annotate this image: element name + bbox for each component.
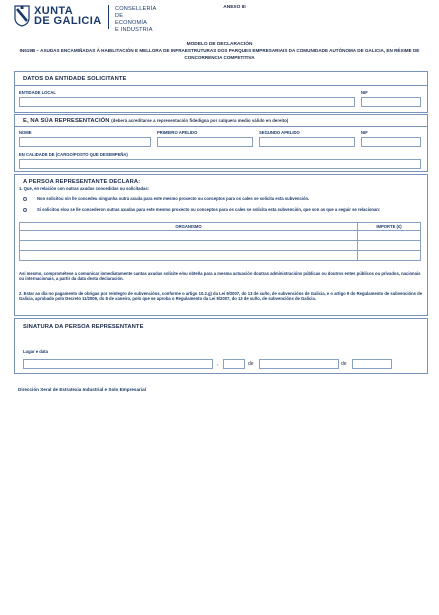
section-entidade bbox=[14, 71, 428, 113]
consel-line2: DE ECONOMÍA bbox=[115, 13, 148, 26]
importe-cell[interactable] bbox=[358, 231, 421, 241]
declaration-item-1: 1. Que, en relación con outras axudas concedidas ou solicitadas: bbox=[19, 186, 150, 191]
calidade-label: EN CALIDADE DE (CARGO/POSTO QUE DESEMPEÑA) bbox=[19, 152, 128, 157]
footer-text: Dirección Xeral de Estratexia Industrial e Solo Empresarial bbox=[18, 387, 146, 392]
de-separator: de bbox=[248, 361, 254, 367]
section-divider bbox=[15, 85, 427, 86]
segundo-apelido-label: SEGUNDO APELIDO bbox=[259, 130, 300, 135]
segundo-apelido-input[interactable] bbox=[259, 137, 355, 147]
consel-line1: CONSELLERÍA bbox=[115, 6, 157, 12]
representacion-note: (deberá acreditarse a representación fidedigna por calquera medio válido en dereito) bbox=[111, 118, 289, 123]
xunta-line2: DE GALICIA bbox=[34, 15, 102, 27]
option-non-solicitou-radio[interactable] bbox=[23, 197, 27, 201]
conselleria-wordmark bbox=[115, 6, 156, 34]
other-aids-table bbox=[19, 222, 421, 261]
form-title: MODELO DE DECLARACIÓN bbox=[186, 42, 253, 47]
section-sinatura bbox=[14, 318, 428, 374]
calidade-input[interactable] bbox=[19, 159, 421, 169]
table-header-row bbox=[20, 223, 421, 231]
section-title: A PERSOA REPRESENTANTE DECLARA: bbox=[23, 179, 141, 185]
organismo-cell[interactable] bbox=[20, 231, 358, 241]
organismo-cell[interactable] bbox=[20, 241, 358, 251]
organismo-cell[interactable] bbox=[20, 251, 358, 261]
section-title: DATOS DA ENTIDADE SOLICITANTE bbox=[23, 76, 127, 82]
page-header bbox=[0, 0, 439, 40]
nif-label: NIF bbox=[361, 130, 368, 135]
comma-separator: , bbox=[217, 361, 219, 367]
consel-line3: E INDUSTRIA bbox=[115, 27, 153, 33]
annex-label: ANEXO III bbox=[223, 5, 246, 10]
nif-label: NIF bbox=[361, 90, 368, 95]
de-separator: de bbox=[341, 361, 347, 367]
option-si-solicitou-radio[interactable] bbox=[23, 208, 27, 212]
importe-cell[interactable] bbox=[358, 251, 421, 261]
organismo-header: ORGANISMO bbox=[20, 223, 358, 231]
nome-input[interactable] bbox=[19, 137, 151, 147]
option-si-solicitou-label: Si solicitou e/ou se lle concederon outras axudas para este mesmo proxecto ou conceptos para os cales se solicita esta subvención, que son as que a seguir se relacionan: bbox=[37, 207, 381, 212]
importe-header: IMPORTE (€) bbox=[358, 223, 421, 231]
commitment-text: Así mesmo, comprométese a comunicar inmediatamente cantas axudas solicite e/ou obteña para a mesma actuación doutras administracións públicas ou doutros entes públicos ou privados, nacionais ou internacionais, a partir da data desta declaración. bbox=[19, 271, 421, 282]
xunta-line1: XUNTA bbox=[34, 5, 74, 17]
section-title: SINATURA DA PERSOA REPRESENTANTE bbox=[23, 324, 144, 330]
table-row bbox=[20, 231, 421, 241]
procedure-title: IN519B – AXUDAS ENCAMIÑADAS Á HABILITACIÓN E MELLORA DE INFRAESTRUTURAS DOS PARQUES EMPRESARIAIS DA COMUNIDADE AUTÓNOMA DE GALICIA, EN RÉXIME DE CONCORRENCIA COMPETITIVA bbox=[19, 48, 420, 60]
representante-nif-input[interactable] bbox=[361, 137, 421, 147]
section-declara bbox=[14, 174, 428, 316]
section-divider bbox=[15, 126, 427, 127]
representacion-title: E, NA SÚA REPRESENTACIÓN bbox=[23, 118, 110, 124]
entidade-nif-input[interactable] bbox=[361, 97, 421, 107]
primeiro-apelido-input[interactable] bbox=[157, 137, 253, 147]
primeiro-apelido-label: PRIMEIRO APELIDO bbox=[157, 130, 198, 135]
lugar-data-label: Lugar e data bbox=[23, 349, 48, 354]
declaration-item-2: 2. Estar ao día no pagamento de obrigas por reintegro de subvencións, conforme o artigo 10.2.g) da Lei 9/2007, do 13 de xuño, de subvencións de Galicia, e o artigo 9 do Regulamento de subvencións de Galicia, aprobado polo Decreto 11/2009, do 8 de xaneiro, polo que se aproba o Regulamento da Lei 9/2007, do 13 de xuño, de subvencións de Galicia. bbox=[19, 291, 423, 302]
entidade-local-input[interactable] bbox=[19, 97, 355, 107]
importe-cell[interactable] bbox=[358, 241, 421, 251]
table-row bbox=[20, 241, 421, 251]
dia-input[interactable] bbox=[223, 359, 245, 369]
mes-input[interactable] bbox=[259, 359, 339, 369]
section-representacion bbox=[14, 114, 428, 172]
table-row bbox=[20, 251, 421, 261]
nome-label: NOME bbox=[19, 130, 32, 135]
lugar-input[interactable] bbox=[23, 359, 213, 369]
entidade-local-label: ENTIDADE LOCAL bbox=[19, 90, 56, 95]
section-title bbox=[23, 118, 288, 124]
option-non-solicitou-label: Non solicitou nin lle concedeu ningunha outra axuda para este mesmo proxecto ou conceptos para os cales se solicita esta subvención. bbox=[37, 196, 310, 201]
ano-input[interactable] bbox=[352, 359, 392, 369]
